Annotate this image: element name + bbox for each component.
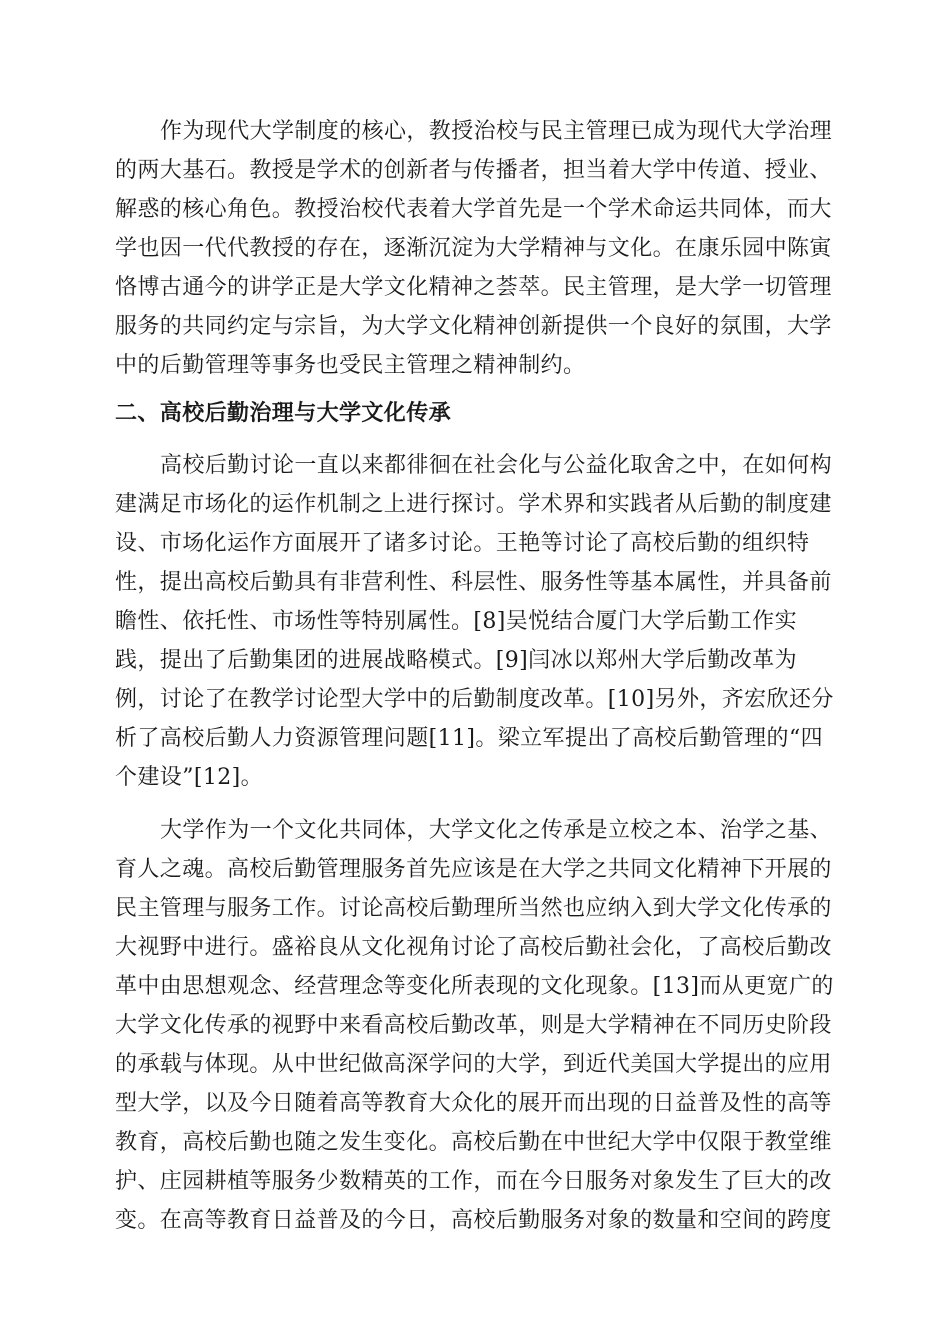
paragraph-line: 的两大基石。教授是学术的创新者与传播者，担当着大学中传道、授业、 [115, 158, 832, 183]
paragraph-line: 解惑的核心角色。教授治校代表着大学首先是一个学术命运共同体，而大 [115, 197, 832, 222]
paragraph-line: 高校后勤讨论一直以来都徘徊在社会化与公益化取舍之中，在如何构 [160, 453, 833, 478]
paragraph-line: 变。在高等教育日益普及的今日，高校后勤服务对象的数量和空间的跨度 [115, 1208, 832, 1233]
paragraph-line: 性，提出高校后勤具有非营利性、科层性、服务性等基本属性，并具备前 [115, 570, 832, 595]
paragraph-line: 作为现代大学制度的核心，教授治校与民主管理已成为现代大学治理 [160, 119, 833, 144]
paragraph-line: 学也因一代代教授的存在，逐渐沉淀为大学精神与文化。在康乐园中陈寅 [115, 236, 832, 261]
paragraph-line: 型大学，以及今日随着高等教育大众化的展开而出现的日益普及性的高等 [115, 1091, 832, 1116]
paragraph-line: 析了高校后勤人力资源管理问题[11]。梁立军提出了高校后勤管理的“四 [115, 726, 824, 751]
paragraph-line: 教育，高校后勤也随之发生变化。高校后勤在中世纪大学中仅限于教堂维 [115, 1130, 832, 1155]
paragraph-line: 大学文化传承的视野中来看高校后勤改革，则是大学精神在不同历史阶段 [115, 1013, 832, 1038]
paragraph-line: 的承载与体现。从中世纪做高深学问的大学，到近代美国大学提出的应用 [115, 1052, 832, 1077]
paragraph-line: 育人之魂。高校后勤管理服务首先应该是在大学之共同文化精神下开展的 [115, 857, 832, 882]
section-heading: 二、高校后勤治理与大学文化传承 [115, 401, 452, 426]
paragraph-line: 中的后勤管理等事务也受民主管理之精神制约。 [115, 353, 586, 378]
paragraph-line: 设、市场化运作方面展开了诸多讨论。王艳等讨论了高校后勤的组织特 [115, 531, 810, 556]
paragraph-line: 建满足市场化的运作机制之上进行探讨。学术界和实践者从后勤的制度建 [115, 492, 832, 517]
paragraph-line: 民主管理与服务工作。讨论高校后勤理所当然也应纳入到大学文化传承的 [115, 896, 832, 921]
paragraph-line: 大学作为一个文化共同体，大学文化之传承是立校之本、治学之基、 [160, 818, 833, 843]
paragraph-line: 护、庄园耕植等服务少数精英的工作，而在今日服务对象发生了巨大的改 [115, 1169, 832, 1194]
paragraph-line: 大视野中进行。盛裕良从文化视角讨论了高校后勤社会化，了高校后勤改 [115, 935, 832, 960]
paragraph-line: 个建设”[12]。 [115, 765, 264, 790]
paragraph-line: 瞻性、依托性、市场性等特别属性。[8]吴悦结合厦门大学后勤工作实 [115, 609, 797, 634]
paragraph-line: 恪博古通今的讲学正是大学文化精神之荟萃。民主管理，是大学一切管理 [115, 275, 832, 300]
paragraph-line: 践，提出了后勤集团的进展战略模式。[9]闫冰以郑州大学后勤改革为 [115, 648, 797, 673]
paragraph-line: 服务的共同约定与宗旨，为大学文化精神创新提供一个良好的氛围，大学 [115, 314, 832, 339]
paragraph-line: 革中由思想观念、经营理念等变化所表现的文化现象。[13]而从更宽广的 [115, 974, 834, 999]
paragraph-line: 例，讨论了在教学讨论型大学中的后勤制度改革。[10]另外，齐宏欣还分 [115, 687, 834, 712]
